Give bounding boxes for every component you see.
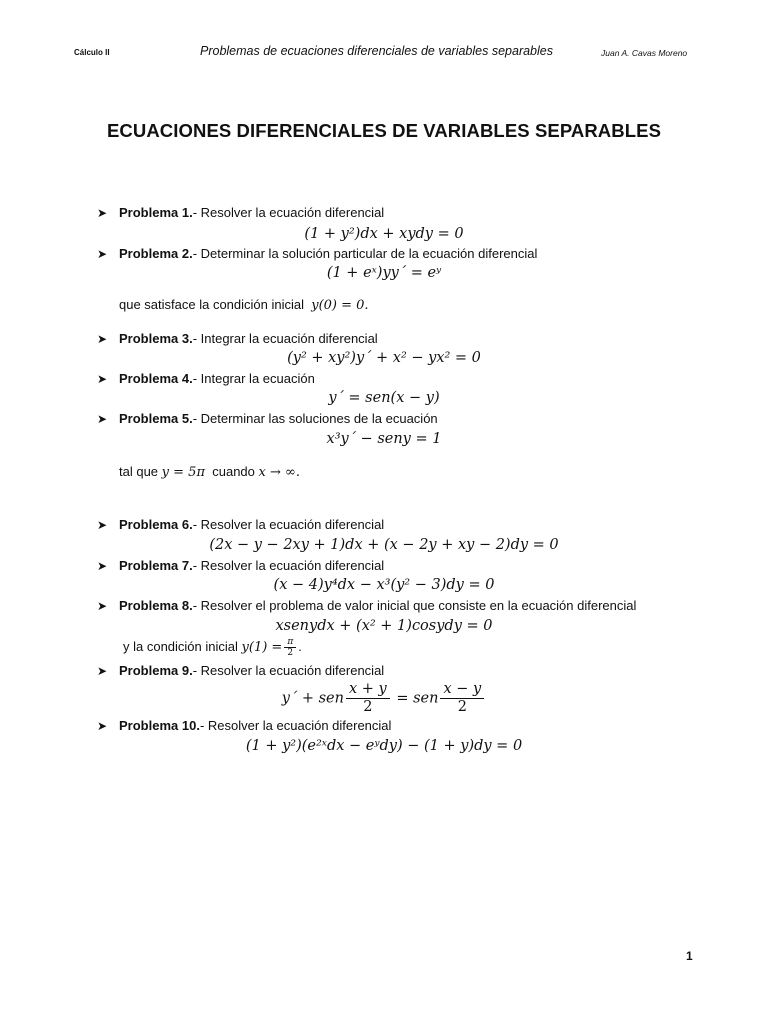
problem-text: - Resolver la ecuación diferencial (192, 663, 385, 678)
arrow-bullet-icon: ➤ (97, 372, 108, 386)
condition-math: x → ∞. (258, 465, 300, 480)
equation-10: (1 + y²)(e²ˣdx − eʸdy) − (1 + y)dy = 0 (245, 738, 523, 754)
arrow-bullet-icon: ➤ (97, 719, 108, 733)
condition-math: y = 5π (161, 465, 205, 480)
problem-label: Problema 8. (119, 598, 193, 613)
fraction: $\frac{\pi}{2}$ (284, 637, 296, 658)
problem-label: Problema 2. (119, 246, 193, 261)
problem-5 (97, 411, 438, 426)
equation-4: y´ = sen(x − y) (328, 390, 440, 406)
arrow-bullet-icon: ➤ (97, 664, 108, 678)
problem-label: Problema 4. (119, 371, 193, 386)
condition-text: y la condición inicial (123, 638, 238, 654)
arrow-bullet-icon: ➤ (97, 559, 108, 573)
fraction: $\frac{x + y}{2}$ (346, 681, 390, 716)
condition-text: cuando (212, 464, 255, 479)
problem-text: - Resolver la ecuación diferencial (192, 558, 385, 573)
equation-7: (x − 4)y⁴dx − x³(y² − 3)dy = 0 (273, 577, 495, 593)
problem-label: Problema 5. (119, 411, 193, 426)
problem-1 (97, 205, 384, 220)
condition-math: y(1) = (241, 639, 283, 655)
problem-9 (97, 663, 384, 678)
fraction: $\frac{x - y}{2}$ (440, 681, 484, 716)
equation-3: (y² + xy²)y´ + x² − yx² = 0 (287, 350, 481, 366)
equation-9: y´ + sen $\frac{x + y}{2}$ = sen $\frac{x - y}{2}$ (0, 681, 768, 716)
problem-label: Problema 1. (119, 205, 193, 220)
problem-text: - Determinar la solución particular de la ecuación diferencial (192, 246, 538, 261)
problem-label: Problema 3. (119, 331, 193, 346)
problem-text: - Resolver la ecuación diferencial (199, 718, 392, 733)
problem-8 (97, 598, 636, 613)
equation-5: x³y´ − seny = 1 (326, 431, 442, 447)
problem-label: Problema 10. (119, 718, 200, 733)
problem-text: - Integrar la ecuación (192, 371, 315, 386)
equation-8: xsenydx + (x² + 1)cosydy = 0 (275, 618, 493, 634)
arrow-bullet-icon: ➤ (97, 247, 108, 261)
page-title: ECUACIONES DIFERENCIALES DE VARIABLES SEPARABLES (106, 120, 662, 141)
problem-text: - Integrar la ecuación diferencial (192, 331, 378, 346)
page-number: 1 (686, 949, 693, 963)
problem-2 (97, 246, 537, 261)
problem-text: - Determinar las soluciones de la ecuación (192, 411, 438, 426)
problem-label: Problema 6. (119, 517, 193, 532)
problem-text: - Resolver la ecuación diferencial (192, 205, 385, 220)
problem-label: Problema 7. (119, 558, 193, 573)
header-author: Juan A. Cavas Moreno (601, 48, 688, 58)
equation-6: (2x − y − 2xy + 1)dx + (x − 2y + xy − 2)dy = 0 (209, 537, 559, 553)
condition-5 (119, 464, 300, 480)
header-course: Cálculo II (74, 48, 110, 57)
condition-2 (119, 297, 369, 313)
equation-2: (1 + eˣ)yy´ = eʸ (326, 265, 442, 281)
condition-8: y la condición inicial y(1) = $\frac{\pi}{2}$ . (123, 637, 302, 658)
arrow-bullet-icon: ➤ (97, 332, 108, 346)
header-title: Problemas de ecuaciones diferenciales de variables separables (200, 44, 553, 58)
condition-text: tal que (119, 464, 159, 479)
condition-math: y(0) = 0. (311, 298, 369, 313)
arrow-bullet-icon: ➤ (97, 412, 108, 426)
problem-text: - Resolver el problema de valor inicial que consiste en la ecuación diferencial (192, 598, 637, 613)
equation-1: (1 + y²)dx + xydy = 0 (304, 226, 464, 242)
arrow-bullet-icon: ➤ (97, 518, 108, 532)
arrow-bullet-icon: ➤ (97, 599, 108, 613)
condition-text: que satisface la condición inicial (119, 297, 304, 312)
problem-7 (97, 558, 384, 573)
problem-label: Problema 9. (119, 663, 193, 678)
problem-6 (97, 517, 384, 532)
problem-text: - Resolver la ecuación diferencial (192, 517, 385, 532)
problem-10 (97, 718, 391, 733)
problem-3 (97, 331, 378, 346)
arrow-bullet-icon: ➤ (97, 206, 108, 220)
problem-4 (97, 371, 315, 386)
